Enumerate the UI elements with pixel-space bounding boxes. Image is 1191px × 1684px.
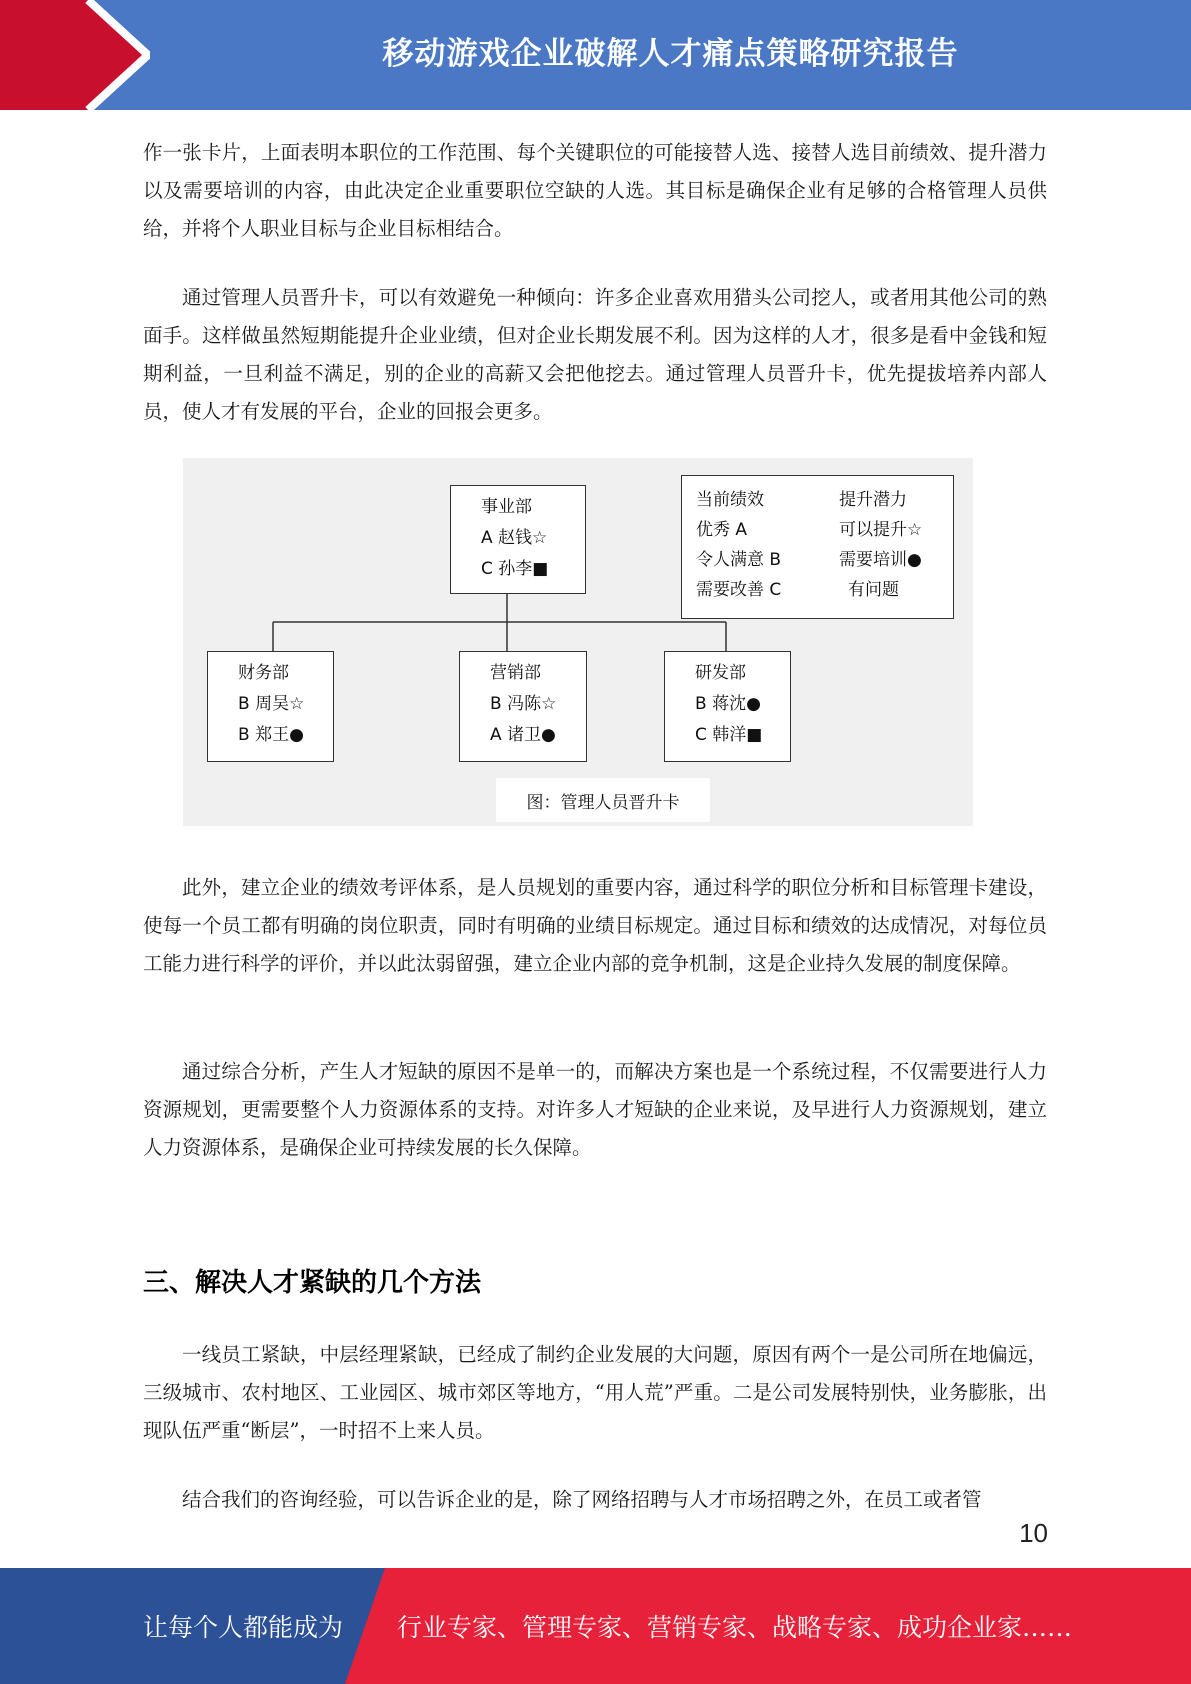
org-box-title: 营销部: [490, 663, 541, 683]
org-box-member: B 冯陈☆: [490, 694, 557, 714]
legend-col2-item: 有问题: [848, 580, 899, 600]
org-box-member: A 赵钱☆: [481, 528, 548, 548]
header-arrow-decoration: [0, 0, 150, 110]
org-box-title: 财务部: [238, 663, 289, 683]
legend-box: [681, 475, 954, 619]
legend-col2-header: 提升潜力: [839, 490, 907, 510]
legend-col1-item: 优秀 A: [696, 520, 748, 540]
org-box-member: A 诸卫●: [490, 725, 556, 745]
org-box-member: B 郑王●: [238, 725, 304, 745]
org-box-title: 研发部: [695, 663, 746, 683]
footer-slogan-right: 行业专家、管理专家、营销专家、战略专家、成功企业家……: [397, 1613, 1073, 1642]
org-box-member: B 周吴☆: [238, 694, 305, 714]
legend-col2-item: 需要培训●: [839, 550, 922, 570]
footer-slogan-left: 让每个人都能成为: [143, 1613, 344, 1642]
org-box-member: B 蒋沈●: [695, 694, 761, 714]
org-box-business-unit: [450, 485, 586, 594]
org-box-finance: [207, 651, 334, 762]
section-heading: 三、解决人才紧缺的几个方法: [143, 1268, 482, 1298]
legend-col2-item: 可以提升☆: [839, 520, 923, 540]
org-box-rnd: [664, 651, 791, 762]
org-box-marketing: [459, 651, 587, 762]
figure-caption: 图：管理人员晋升卡: [496, 778, 710, 822]
paragraph-5: 一线员工紧缺，中层经理紧缺，已经成了制约企业发展的大问题，原因有两个一是公司所在地偏远，三级城市、农村地区、工业园区、城市郊区等地方，“用人荒”严重。二是公司发展特别快，业务膨胀，出现队伍严重“断层”，一时招不上来人员。: [143, 1343, 1047, 1442]
paragraph-1: 作一张卡片，上面表明本职位的工作范围、每个关键职位的可能接替人选、接替人选目前绩效、提升潜力以及需要培训的内容，由此决定企业重要职位空缺的人选。其目标是确保企业有足够的合格管理人员供给，并将个人职业目标与企业目标相结合。: [143, 141, 1047, 240]
page-footer: [0, 1568, 1191, 1684]
promotion-card-figure: [183, 458, 973, 826]
report-title: 移动游戏企业破解人才痛点策略研究报告: [382, 35, 959, 72]
org-box-title: 事业部: [481, 497, 532, 517]
paragraph-4: 通过综合分析，产生人才短缺的原因不是单一的，而解决方案也是一个系统过程，不仅需要进行人力资源规划，更需要整个人力资源体系的支持。对许多人才短缺的企业来说，及早进行人力资源规划，建立人力资源体系，是确保企业可持续发展的长久保障。: [143, 1060, 1047, 1159]
org-box-member: C 孙李■: [481, 559, 549, 579]
paragraph-3: 此外，建立企业的绩效考评体系，是人员规划的重要内容，通过科学的职位分析和目标管理卡建设，使每一个员工都有明确的岗位职责，同时有明确的业绩目标规定。通过目标和绩效的达成情况，对每位员工能力进行科学的评价，并以此汰弱留强，建立企业内部的竞争机制，这是企业持久发展的制度保障。: [143, 876, 1047, 975]
legend-col1-header: 当前绩效: [696, 490, 764, 510]
legend-col1-item: 需要改善 C: [696, 580, 782, 600]
legend-col1-item: 令人满意 B: [696, 550, 782, 570]
paragraph-2: 通过管理人员晋升卡，可以有效避免一种倾向：许多企业喜欢用猎头公司挖人，或者用其他公司的熟面手。这样做虽然短期能提升企业业绩，但对企业长期发展不利。因为这样的人才，很多是看中金钱和短期利益，一旦利益不满足，别的企业的高薪又会把他挖去。通过管理人员晋升卡，优先提拔培养内部人员，使人才有发展的平台，企业的回报会更多。: [143, 286, 1047, 423]
page-header: [0, 0, 1191, 110]
page-number: 10: [1019, 1518, 1048, 1548]
org-box-member: C 韩洋■: [695, 725, 763, 745]
paragraph-6: 结合我们的咨询经验，可以告诉企业的是，除了网络招聘与人才市场招聘之外，在员工或者管: [182, 1488, 982, 1511]
